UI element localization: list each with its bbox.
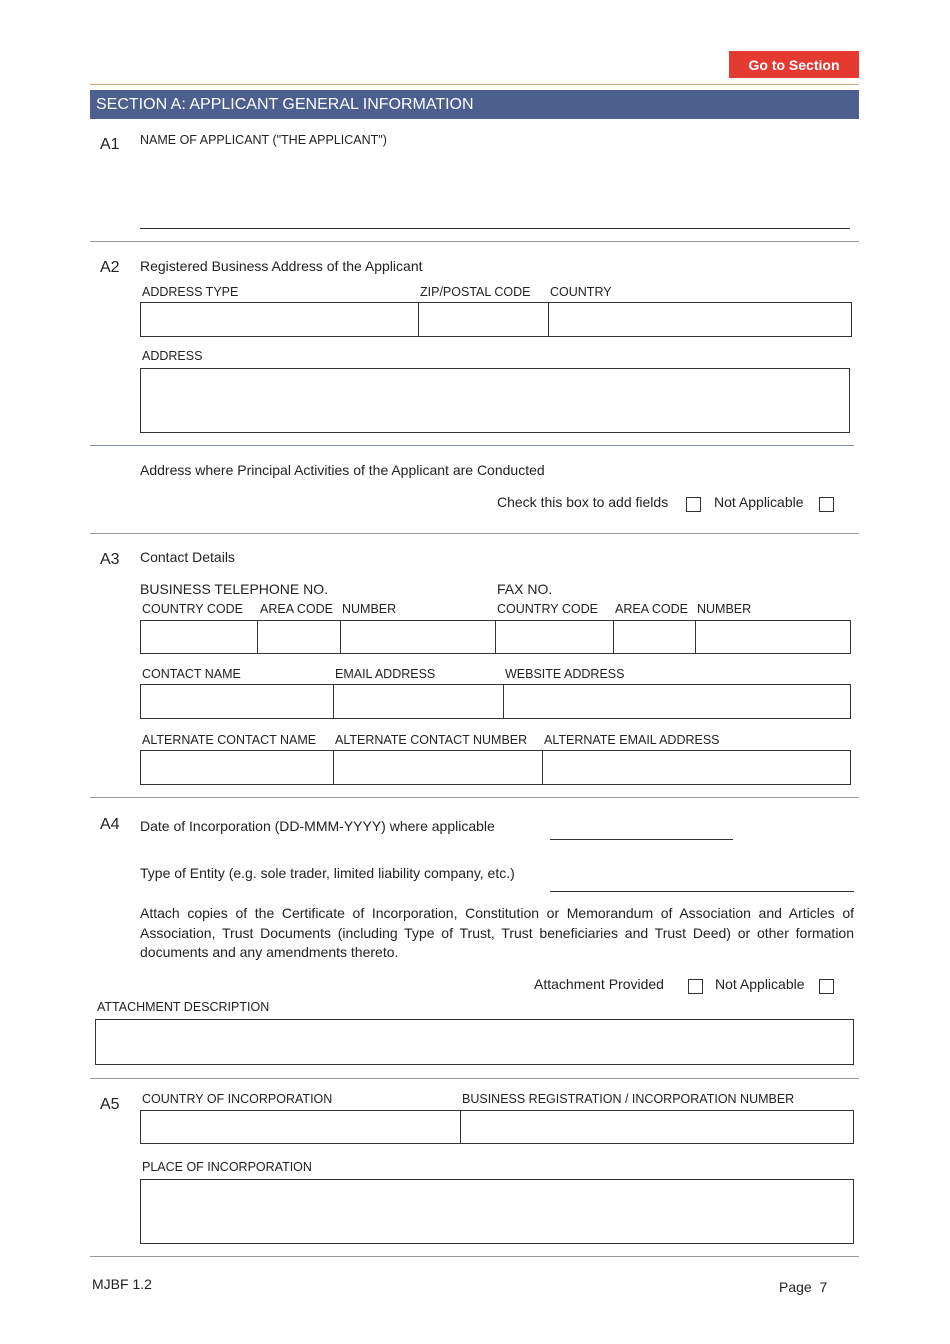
incorporation-place-input[interactable] (140, 1179, 854, 1244)
fax-number-label: NUMBER (697, 602, 752, 616)
entity-type-input-line[interactable] (550, 891, 854, 892)
registration-number-input[interactable] (460, 1110, 854, 1144)
a1-divider (90, 241, 859, 242)
attachment-instructions: Attach copies of the Certificate of Incorporation, Constitution or Memorandum of Association and Articles of Association, Trust Documents (including Type of Trust, Trust beneficiaries and Trust Deed) or other formation documents and any amendments thereto. (140, 905, 854, 960)
registration-number-label: BUSINESS REGISTRATION / INCORPORATION NUMBER (462, 1092, 795, 1106)
country-label: COUNTRY (550, 285, 612, 299)
address-type-label: ADDRESS TYPE (142, 285, 239, 299)
alt-email-label: ALTERNATE EMAIL ADDRESS (544, 733, 720, 747)
a3-number: A3 (100, 551, 120, 568)
incorporation-date-input-line[interactable] (550, 839, 733, 840)
attachment-not-applicable-label: Not Applicable (715, 976, 805, 992)
principal-not-applicable-checkbox[interactable] (819, 497, 834, 512)
contact-name-label: CONTACT NAME (142, 667, 241, 681)
a5-number: A5 (100, 1096, 120, 1113)
alt-contact-name-input[interactable] (140, 750, 334, 785)
website-label: WEBSITE ADDRESS (505, 667, 625, 681)
section-title (90, 90, 859, 119)
tel-number-label: NUMBER (342, 602, 397, 616)
contact-name-input[interactable] (140, 684, 334, 719)
tel-number-input[interactable] (340, 620, 496, 654)
email-input[interactable] (333, 684, 504, 719)
zip-label: ZIP/POSTAL CODE (420, 285, 531, 299)
page-number: Page 7 (779, 1279, 828, 1295)
fax-area-code-label: AREA CODE (615, 602, 688, 616)
alt-contact-number-label: ALTERNATE CONTACT NUMBER (335, 733, 528, 747)
a4-number: A4 (100, 816, 120, 833)
fax-number-input[interactable] (695, 620, 851, 654)
a2-number: A2 (100, 259, 120, 276)
principal-divider (90, 533, 859, 534)
a5-divider (90, 1256, 859, 1257)
tel-area-code-label: AREA CODE (260, 602, 333, 616)
incorporation-date-label: Date of Incorporation (DD-MMM-YYYY) where applicable (140, 818, 495, 834)
country-input[interactable] (548, 302, 852, 337)
contact-details-title: Contact Details (140, 549, 235, 565)
tel-area-code-input[interactable] (257, 620, 341, 654)
attachment-provided-label: Attachment Provided (534, 976, 664, 992)
alt-email-input[interactable] (542, 750, 851, 785)
tel-country-code-label: COUNTRY CODE (142, 602, 243, 616)
tel-country-code-input[interactable] (140, 620, 258, 654)
fax-country-code-label: COUNTRY CODE (497, 602, 598, 616)
business-telephone-label: BUSINESS TELEPHONE NO. (140, 581, 329, 597)
alt-contact-number-input[interactable] (333, 750, 543, 785)
incorporation-country-input[interactable] (140, 1110, 461, 1144)
email-label: EMAIL ADDRESS (335, 667, 436, 681)
attachment-not-applicable-checkbox[interactable] (819, 979, 834, 994)
entity-type-label: Type of Entity (e.g. sole trader, limited liability company, etc.) (140, 865, 515, 881)
attachment-provided-checkbox[interactable] (688, 979, 703, 994)
applicant-name-label: NAME OF APPLICANT ("THE APPLICANT") (140, 133, 387, 147)
header-divider (90, 84, 859, 85)
website-input[interactable] (503, 684, 851, 719)
registered-address-title: Registered Business Address of the Applicant (140, 258, 423, 274)
address-input[interactable] (140, 368, 850, 433)
applicant-name-input-line[interactable] (140, 228, 850, 229)
principal-not-applicable-label: Not Applicable (714, 494, 804, 510)
fax-area-code-input[interactable] (613, 620, 696, 654)
add-fields-checkbox[interactable] (686, 497, 701, 512)
a3-divider (90, 797, 859, 798)
a1-number: A1 (100, 136, 120, 153)
attachment-description-input[interactable] (95, 1019, 854, 1065)
fax-label: FAX NO. (497, 581, 553, 597)
add-fields-label: Check this box to add fields (497, 494, 669, 510)
incorporation-place-label: PLACE OF INCORPORATION (142, 1160, 312, 1174)
document-id: MJBF 1.2 (92, 1276, 152, 1292)
principal-activities-title: Address where Principal Activities of the Applicant are Conducted (140, 462, 545, 478)
address-label: ADDRESS (142, 349, 203, 363)
a4-divider (90, 1078, 859, 1079)
incorporation-country-label: COUNTRY OF INCORPORATION (142, 1092, 333, 1106)
attachment-description-label: ATTACHMENT DESCRIPTION (97, 1000, 270, 1014)
a2-divider (90, 445, 854, 446)
address-type-input[interactable] (140, 302, 419, 337)
alt-contact-name-label: ALTERNATE CONTACT NAME (142, 733, 317, 747)
go-to-section-button[interactable]: Go to Section (729, 51, 859, 78)
zip-input[interactable] (418, 302, 549, 337)
section-title-text: SECTION A: APPLICANT GENERAL INFORMATION (96, 95, 474, 113)
fax-country-code-input[interactable] (495, 620, 614, 654)
